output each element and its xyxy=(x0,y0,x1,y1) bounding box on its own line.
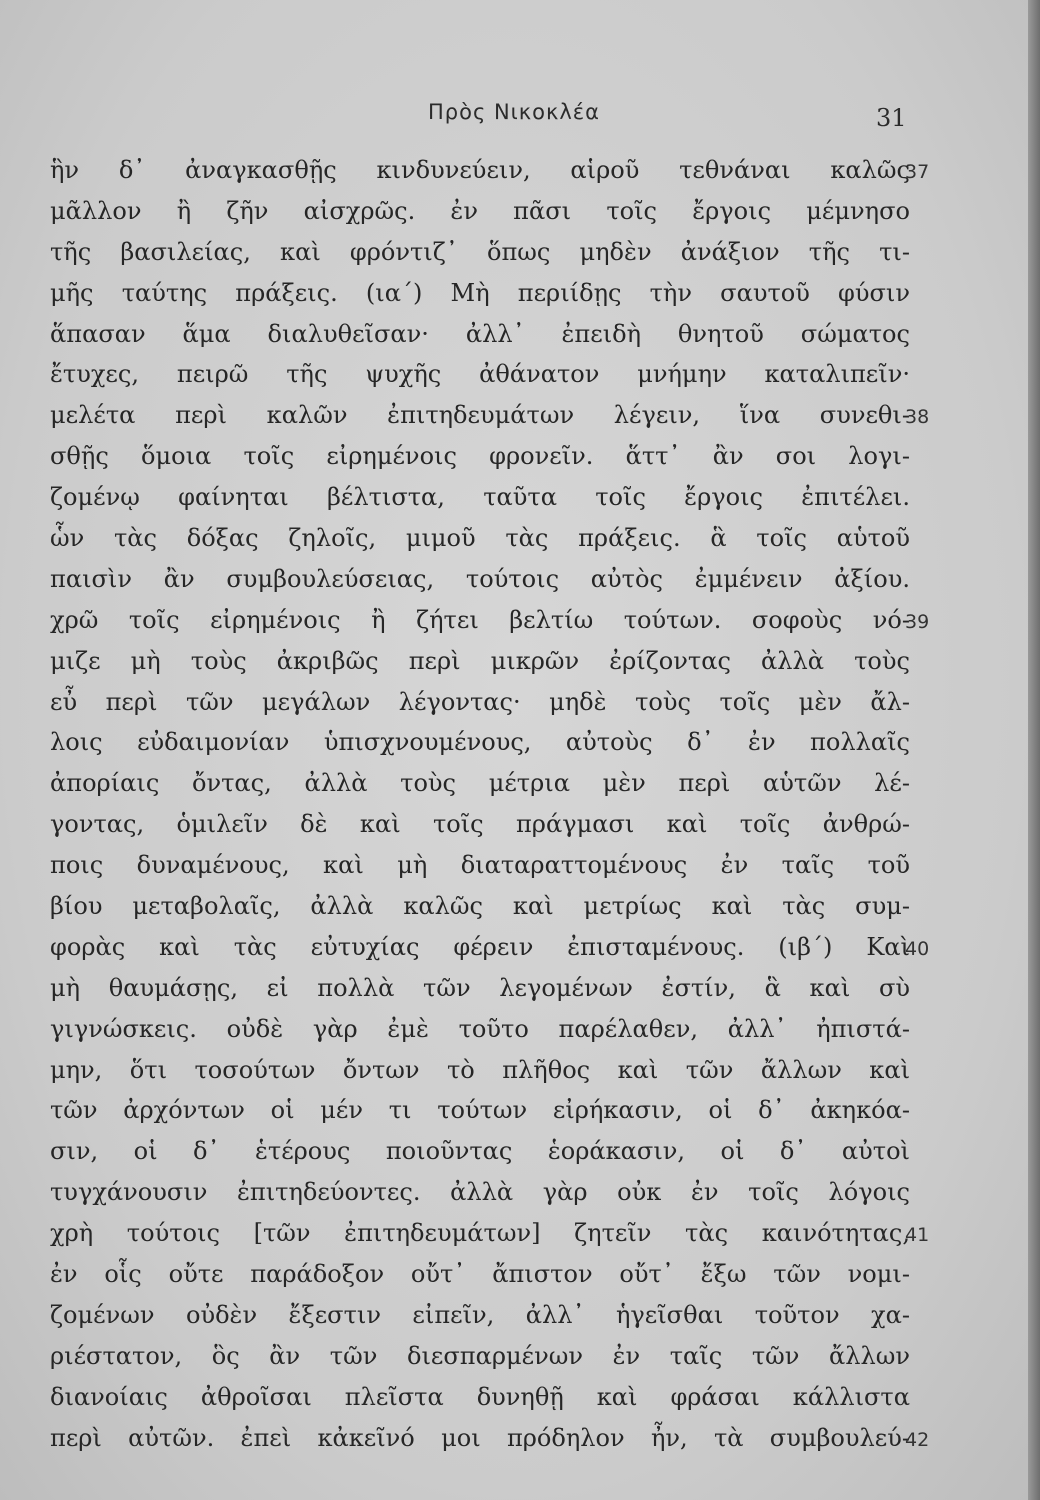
text-line: ζομένῳ φαίνηται βέλτιστα, ταῦτα τοῖς ἔργοις ἐπιτέλει. xyxy=(50,483,910,512)
text-line: μελέτα περὶ καλῶν ἐπιτηδευμάτων λέγειν, ἵνα συνεθι- 38 xyxy=(50,395,910,436)
text-line: χρῶ τοῖς εἰρημένοις ἢ ζήτει βελτίω τούτων. σοφοὺς νό- 39 xyxy=(50,600,910,641)
text-line: μᾶλλον ἢ ζῆν αἰσχρῶς. ἐν πᾶσι τοῖς ἔργοις μέμνησο xyxy=(50,196,910,225)
text-line: μὴ θαυμάσῃς, εἰ πολλὰ τῶν λεγομένων ἐστίν, ἃ καὶ σὺ xyxy=(50,973,910,1002)
text-line: γοντας, ὁμιλεῖν δὲ καὶ τοῖς πράγμασι καὶ τοῖς ἀνθρώ- xyxy=(50,810,910,839)
text-line: βίου μεταβολαῖς, ἀλλὰ καλῶς καὶ μετρίως καὶ τὰς συμ- xyxy=(50,892,910,921)
text-line: μῆς ταύτης πράξεις. (ια΄) Μὴ περιίδῃς τὴν σαυτοῦ φύσιν xyxy=(50,278,910,307)
section-number: 38 xyxy=(905,406,930,429)
text-line: τυγχάνουσιν ἐπιτηδεύοντες. ἀλλὰ γὰρ οὐκ ἐν τοῖς λόγοις xyxy=(50,1178,910,1207)
text-line: διανοίαις ἀθροῖσαι πλεῖστα δυνηθῇ καὶ φράσαι κάλλιστα xyxy=(50,1382,910,1411)
page-number: 31 xyxy=(876,104,907,132)
text-line: σθῇς ὅμοια τοῖς εἰρημένοις φρονεῖν. ἅττ᾿ ἂν σοι λογι- xyxy=(50,442,910,471)
text-line: παισὶν ἂν συμβουλεύσειας, τούτοις αὐτὸς ἐμμένειν ἀξίου. xyxy=(50,564,910,593)
page-edge xyxy=(1028,0,1040,1500)
text-line: ἐν οἷς οὔτε παράδοξον οὔτ᾿ ἄπιστον οὔτ᾿ ἔξω τῶν νομι- xyxy=(50,1260,910,1289)
text-line: φορὰς καὶ τὰς εὐτυχίας φέρειν ἐπισταμένους. (ιβ΄) Καὶ 40 xyxy=(50,927,910,968)
text-line: μιζε μὴ τοὺς ἀκριβῶς περὶ μικρῶν ἐρίζοντας ἀλλὰ τοὺς xyxy=(50,646,910,675)
body-text xyxy=(50,150,930,1459)
text-line: ριέστατον, ὃς ἂν τῶν διεσπαρμένων ἐν ταῖς τῶν ἄλλων xyxy=(50,1341,910,1370)
text-line: ἔτυχες, πειρῶ τῆς ψυχῆς ἀθάνατον μνήμην καταλιπεῖν· xyxy=(50,360,910,389)
section-number: 37 xyxy=(905,161,930,183)
text-line: τῆς βασιλείας, καὶ φρόντιζ᾿ ὅπως μηδὲν ἀνάξιον τῆς τι- xyxy=(50,237,910,266)
section-number: 41 xyxy=(905,1224,930,1247)
text-line: λοις εὐδαιμονίαν ὑπισχνουμένους, αὐτοὺς δ᾿ ἐν πολλαῖς xyxy=(50,728,910,757)
text-line: μην, ὅτι τοσούτων ὄντων τὸ πλῆθος καὶ τῶν ἄλλων καὶ xyxy=(50,1055,910,1084)
section-number: 42 xyxy=(905,1428,930,1451)
text-line: χρὴ τούτοις [τῶν ἐπιτηδευμάτων] ζητεῖν τὰς καινότητας, 41 xyxy=(50,1213,910,1254)
text-line: ἀπορίαις ὄντας, ἀλλὰ τοὺς μέτρια μὲν περὶ αὑτῶν λέ- xyxy=(50,769,910,798)
text-line: σιν, οἱ δ᾿ ἑτέρους ποιοῦντας ἑοράκασιν, οἱ δ᾿ αὐτοὶ xyxy=(50,1137,910,1166)
section-number: 40 xyxy=(905,937,930,960)
text-line: τῶν ἀρχόντων οἱ μέν τι τούτων εἰρήκασιν, οἱ δ᾿ ἀκηκόα- xyxy=(50,1096,910,1125)
text-line: ἅπασαν ἅμα διαλυθεῖσαν· ἀλλ᾿ ἐπειδὴ θνητοῦ σώματος xyxy=(50,319,910,348)
text-line: ποις δυναμένους, καὶ μὴ διαταραττομένους ἐν ταῖς τοῦ xyxy=(50,851,910,880)
text-line: ζομένων οὐδὲν ἔξεστιν εἰπεῖν, ἀλλ᾿ ἡγεῖσθαι τοῦτον χα- xyxy=(50,1300,910,1329)
text-line: ὧν τὰς δόξας ζηλοῖς, μιμοῦ τὰς πράξεις. ἃ τοῖς αὑτοῦ xyxy=(50,524,910,553)
text-line: περὶ αὐτῶν. ἐπεὶ κἀκεῖνό μοι πρόδηλον ἦν, τὰ συμβουλεύ- 42 xyxy=(50,1418,910,1459)
running-title: Πρὸς Νικοκλέα xyxy=(427,100,600,124)
section-number: 39 xyxy=(905,610,930,633)
text-line: ἣν δ᾿ ἀναγκασθῇς κινδυνεύειν, αἱροῦ τεθνάναι καλῶς 37 xyxy=(50,150,910,191)
text-line: γιγνώσκεις. οὐδὲ γὰρ ἐμὲ τοῦτο παρέλαθεν, ἀλλ᾿ ἠπιστά- xyxy=(50,1014,910,1043)
text-line: εὖ περὶ τῶν μεγάλων λέγοντας· μηδὲ τοὺς τοῖς μὲν ἄλ- xyxy=(50,687,910,716)
